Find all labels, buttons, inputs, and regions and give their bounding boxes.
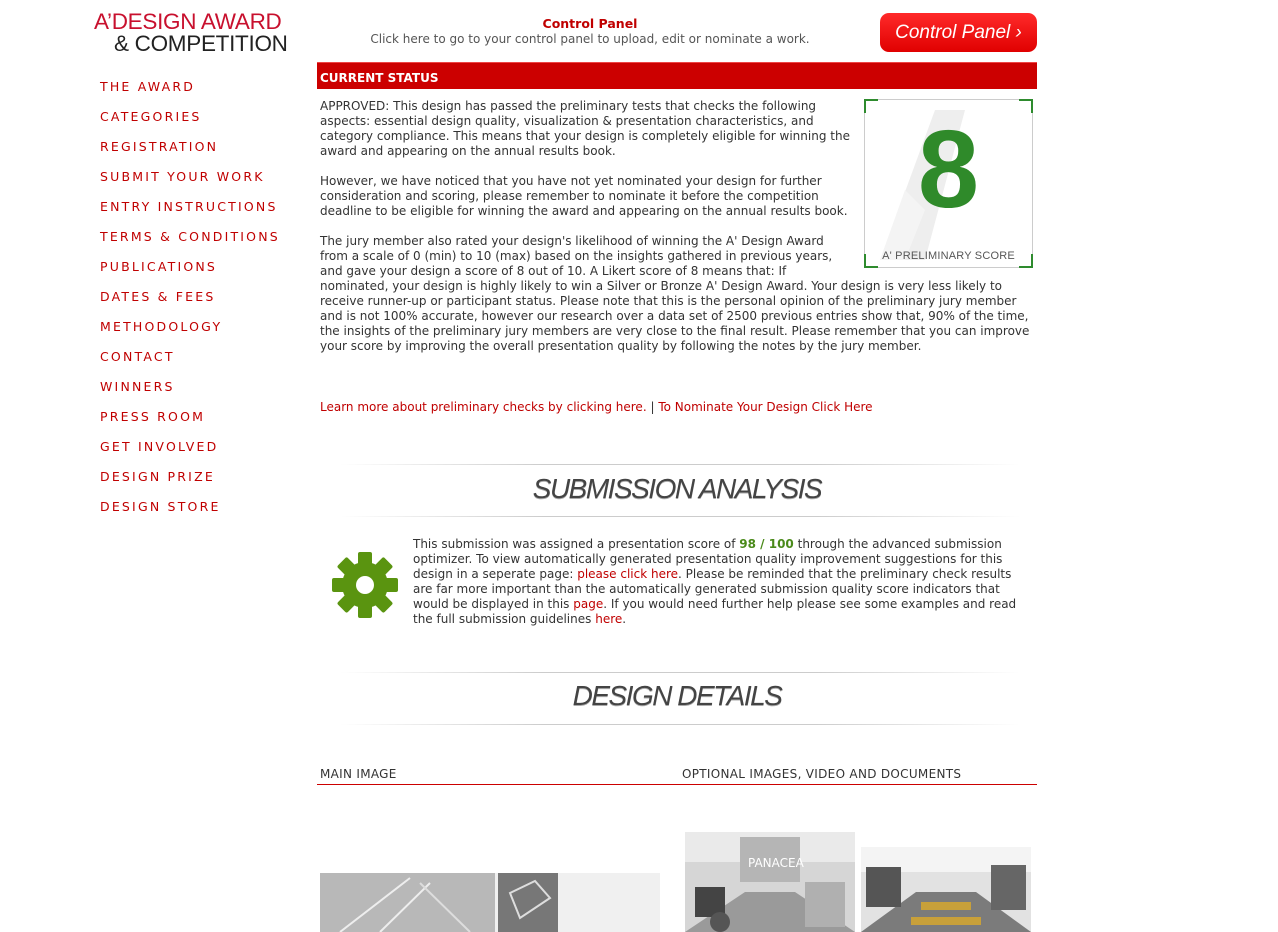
analysis-text-3: . Please be reminded that the preliminary check results are far more important than the automatically generated submission quality score indicators that would be displayed in this bbox=[413, 567, 1012, 611]
current-status-title: CURRENT STATUS bbox=[320, 71, 439, 85]
main-image-label: MAIN IMAGE bbox=[320, 767, 397, 781]
logo-line-1: A’DESIGN AWARD bbox=[94, 9, 282, 34]
submission-analysis-title: SUBMISSION ANALYSIS bbox=[532, 473, 822, 504]
presentation-score: 98 / 100 bbox=[739, 537, 794, 551]
main-image[interactable] bbox=[320, 873, 660, 932]
site-logo[interactable] bbox=[94, 10, 299, 56]
main-image-graphic bbox=[320, 873, 660, 932]
sidebar-item-submit-your-work[interactable]: SUBMIT YOUR WORK bbox=[100, 169, 265, 184]
status-paragraph-score-part2: nominated, your design is highly likely to win a Silver or Bronze A' Design Award. Your design is very less likely to receive runner-up or participant status. Please note that this is the personal opinion of the preliminary jury member and is not 100% accurate, however our research over a data set of 2500 previous entries show that, 90% of the time, the insights of the preliminary jury members are very close to the final result. Please remember that you can improve your score by improving the overall presentation quality by following the notes by the jury member. bbox=[320, 279, 1030, 353]
status-paragraph-score-part1: The jury member also rated your design's likelihood of winning the A' Design Award from a scale of 0 (min) to 10 (max) based on the insights gathered in previous years, and gave your design a score of 8 out of 10. A Likert score of 8 means that: If bbox=[320, 234, 833, 278]
preliminary-score-value: 8 bbox=[917, 108, 980, 231]
analysis-text-4: . If you would need further help please see some examples and read the full submission guidelines bbox=[413, 597, 1017, 626]
details-rule-bottom bbox=[340, 724, 1020, 725]
learn-more-link[interactable]: Learn more about preliminary checks by clicking here. bbox=[320, 400, 647, 414]
guidelines-link[interactable]: here bbox=[595, 612, 623, 626]
analysis-rule-bottom bbox=[340, 516, 1020, 517]
sidebar-item-design-store[interactable]: DESIGN STORE bbox=[100, 499, 221, 514]
status-paragraph-nomination: However, we have noticed that you have not yet nominated your design for further consideration and scoring, please remember to nominate it before the competition deadline to be eligible for winning the award and appearing on the annual results book. bbox=[320, 174, 848, 218]
suggestions-link[interactable]: please click here bbox=[577, 567, 679, 581]
control-panel-button[interactable]: Control Panel › bbox=[880, 13, 1037, 52]
design-details-title: DESIGN DETAILS bbox=[572, 680, 782, 711]
sidebar-item-design-prize[interactable]: DESIGN PRIZE bbox=[100, 469, 215, 484]
sidebar-item-the-award[interactable]: THE AWARD bbox=[100, 79, 196, 94]
page-link[interactable]: page bbox=[573, 597, 604, 611]
sidebar-item-get-involved[interactable]: GET INVOLVED bbox=[100, 439, 219, 454]
sidebar-item-terms-conditions[interactable]: TERMS & CONDITIONS bbox=[100, 229, 280, 244]
optional-image-1-graphic bbox=[685, 832, 855, 932]
analysis-text-1: This submission was assigned a presentation score of bbox=[413, 537, 736, 551]
optional-image-2-graphic bbox=[861, 847, 1031, 932]
control-panel-info[interactable] bbox=[320, 16, 860, 47]
details-rule-top bbox=[340, 672, 1020, 673]
nominate-design-link[interactable]: To Nominate Your Design Click Here bbox=[658, 400, 873, 414]
sidebar-item-contact[interactable]: CONTACT bbox=[100, 349, 175, 364]
sidebar-item-entry-instructions[interactable]: ENTRY INSTRUCTIONS bbox=[100, 199, 278, 214]
sidebar-item-publications[interactable]: PUBLICATIONS bbox=[100, 259, 218, 274]
sidebar-item-registration[interactable]: REGISTRATION bbox=[100, 139, 219, 154]
details-divider bbox=[317, 784, 1037, 785]
optional-image-2[interactable] bbox=[861, 847, 1031, 932]
optional-image-1[interactable] bbox=[685, 832, 855, 932]
preliminary-score-badge bbox=[864, 99, 1033, 268]
status-paragraph-approved: APPROVED: This design has passed the preliminary tests that checks the following aspects: essential design quality, visualization & presentation characteristics, and category compliance. This means that your design is completely eligible for winning the award and appearing on the annual results book. bbox=[320, 99, 850, 158]
sidebar-item-dates-fees[interactable]: DATES & FEES bbox=[100, 289, 216, 304]
svg-text:PANACEA: PANACEA bbox=[748, 856, 804, 870]
analysis-text bbox=[413, 537, 1028, 627]
analysis-rule-top bbox=[340, 464, 1020, 465]
gear-icon bbox=[330, 550, 400, 620]
preliminary-score-label: A' PRELIMINARY SCORE bbox=[882, 250, 1015, 262]
sidebar-nav bbox=[100, 78, 300, 528]
current-status-header bbox=[317, 62, 1037, 89]
sidebar-item-categories[interactable]: CATEGORIES bbox=[100, 109, 202, 124]
logo-line-2: & COMPETITION bbox=[114, 31, 288, 56]
link-separator: | bbox=[650, 400, 655, 414]
control-panel-title[interactable]: Control Panel bbox=[542, 16, 638, 31]
analysis-text-5: . bbox=[622, 612, 627, 626]
sidebar-item-methodology[interactable]: METHODOLOGY bbox=[100, 319, 223, 334]
analysis-text-2: through the advanced submission optimizer. To view automatically generated presentation quality improvement suggestions for this design in a seperate page: bbox=[413, 537, 1003, 581]
status-links bbox=[320, 400, 873, 415]
optional-images-label: OPTIONAL IMAGES, VIDEO AND DOCUMENTS bbox=[682, 767, 962, 781]
sidebar-item-press-room[interactable]: PRESS ROOM bbox=[100, 409, 206, 424]
sidebar-item-winners[interactable]: WINNERS bbox=[100, 379, 175, 394]
control-panel-subtitle[interactable]: Click here to go to your control panel to upload, edit or nominate a work. bbox=[370, 32, 810, 46]
